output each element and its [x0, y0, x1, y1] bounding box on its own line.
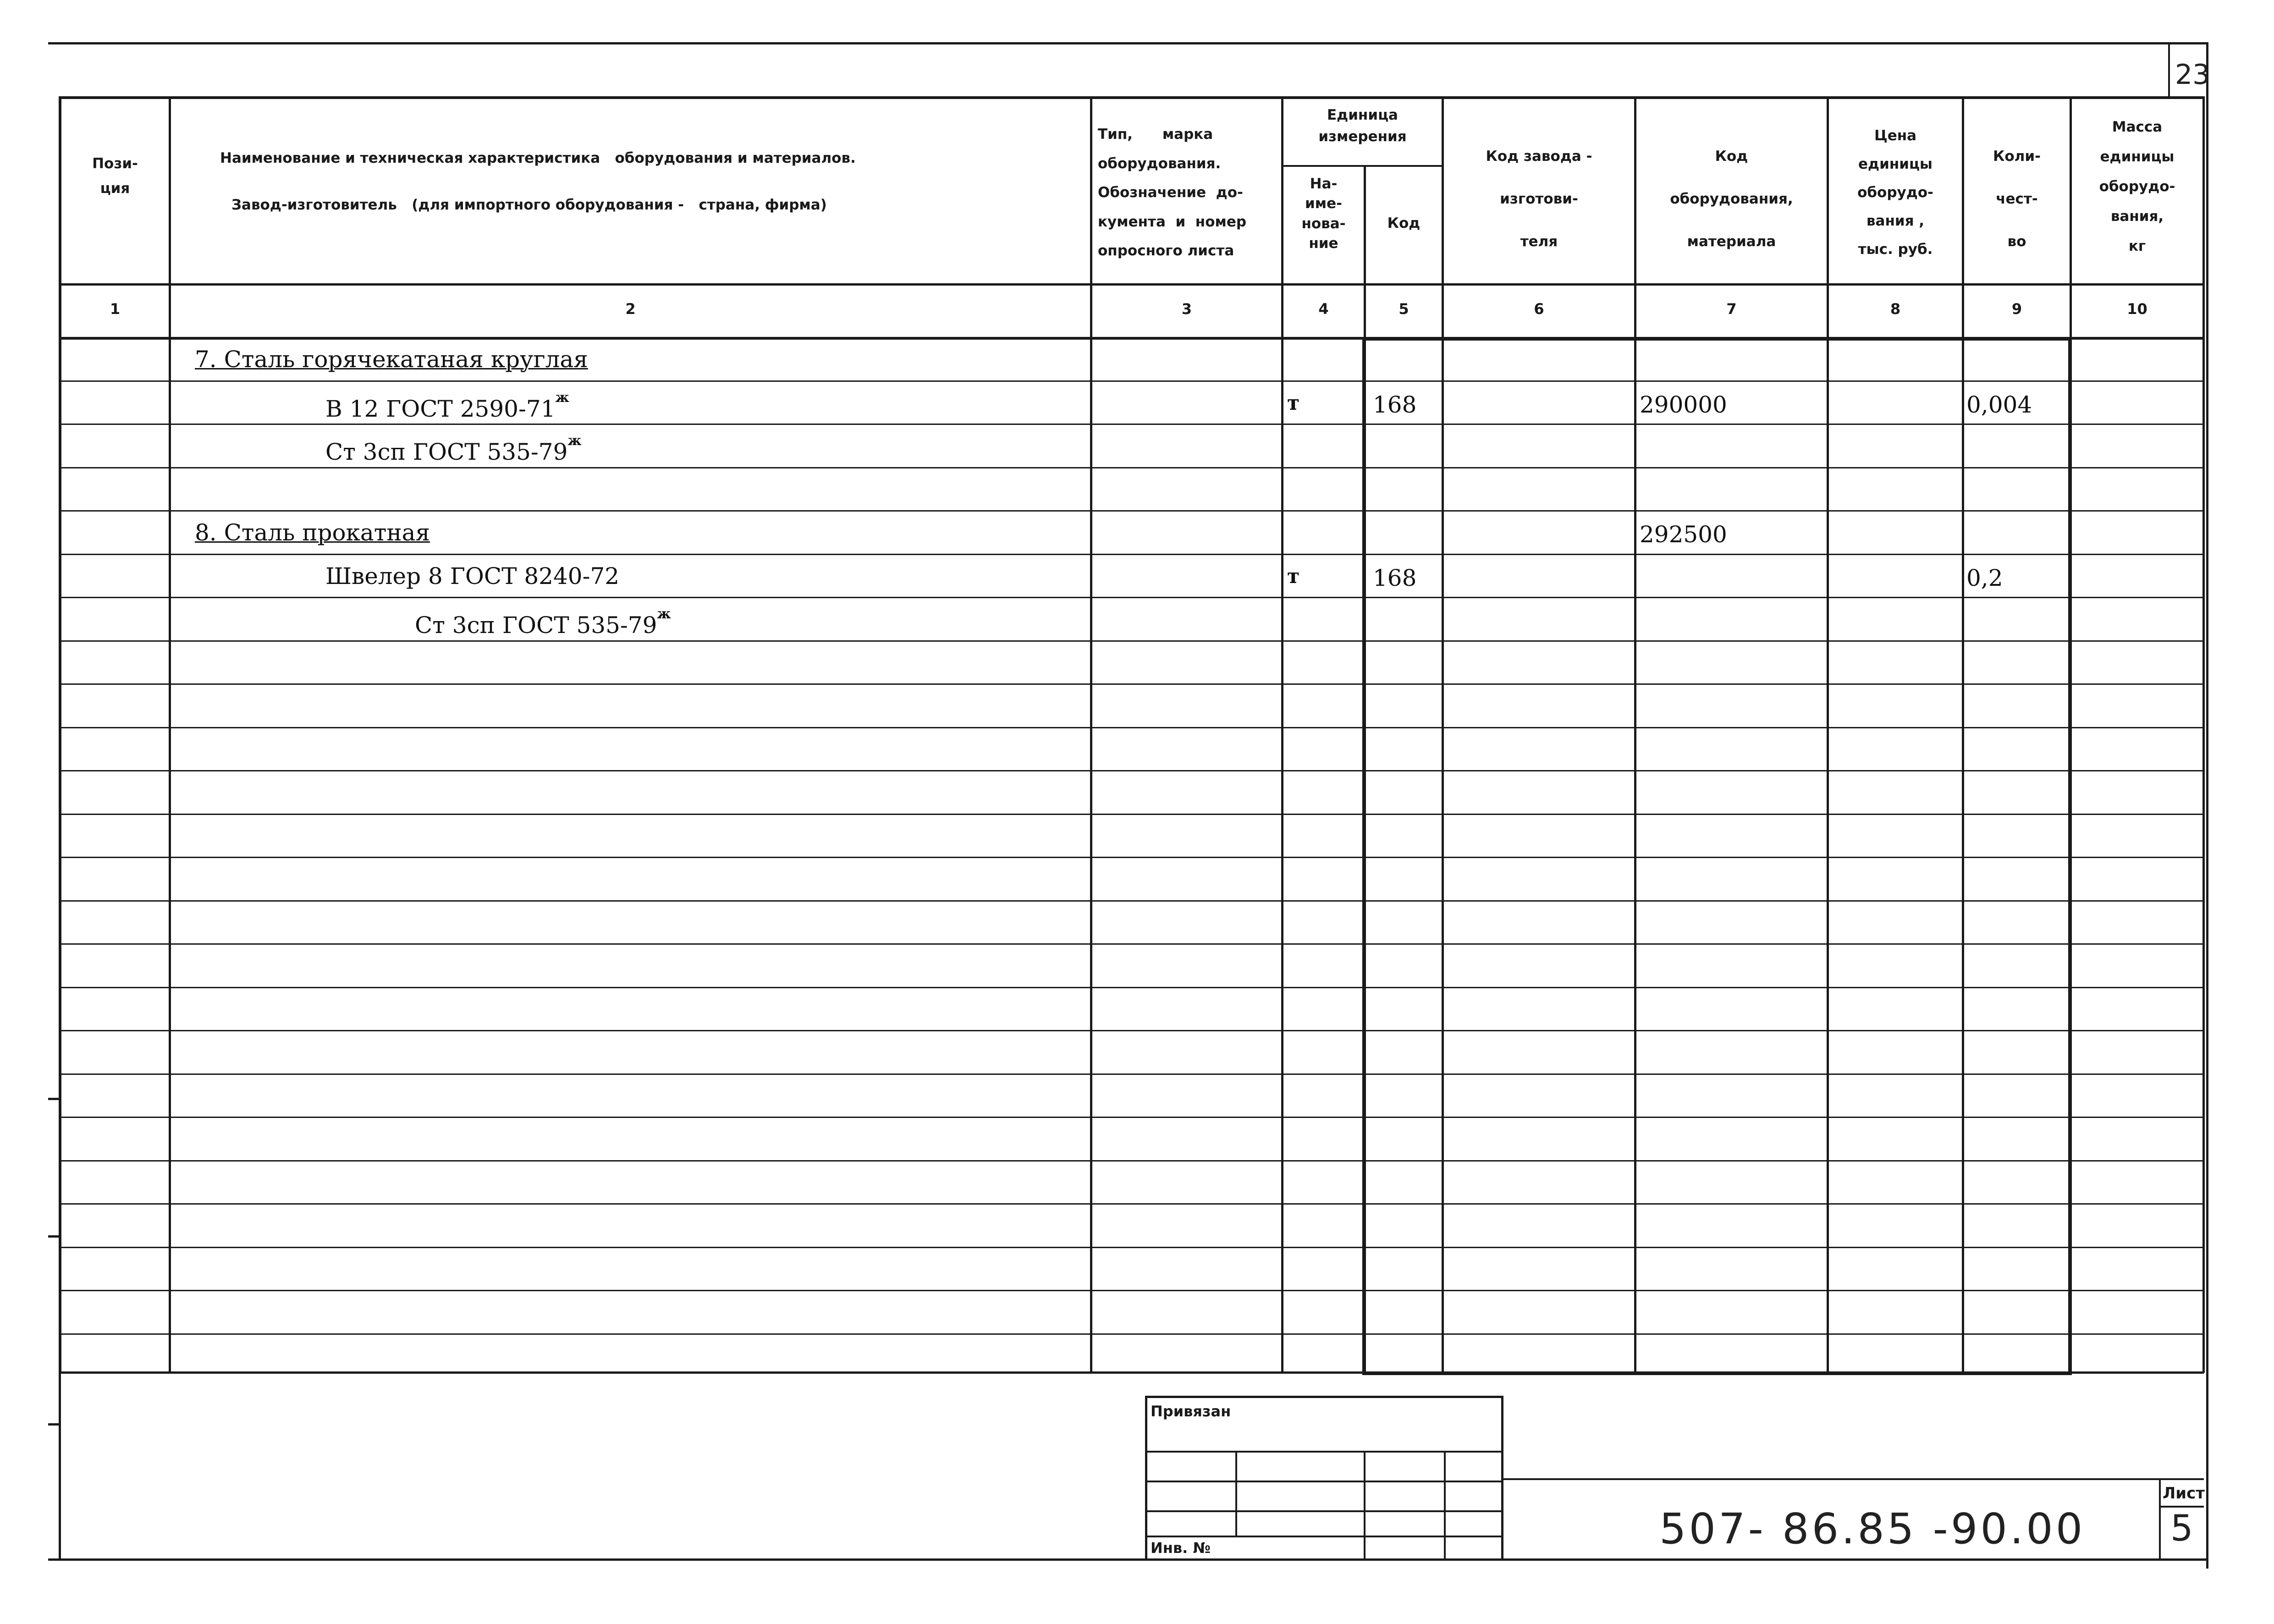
col-number-8: 8 [1890, 300, 1901, 318]
col-number-4: 4 [1318, 300, 1329, 318]
header-unit-code: Код [1387, 215, 1421, 231]
row-divider [59, 770, 2204, 771]
header-name-line1: Наименование и техническая характеристика оборудования и материалов. [220, 150, 856, 166]
header-name-line2: Завод-изготовитель (для импортного оборудования - страна, фирма) [231, 197, 827, 213]
sheet-label: Лист [2163, 1484, 2205, 1503]
col-number-3: 3 [1181, 300, 1192, 318]
row-material-code: 290000 [1640, 391, 1727, 418]
document-number: 507- 86.85 -90.00 [1659, 1504, 2086, 1553]
header-quantity: Коли- чест- во [1993, 148, 2041, 250]
row-name: Ст 3сп ГОСТ $535-79^ж$ [415, 606, 671, 639]
header-unit-group: Единица измерения [1318, 107, 1407, 145]
row-divider [59, 1290, 2204, 1291]
row-name: 7. Сталь горячекатаная круглая [195, 346, 588, 373]
row-divider [59, 857, 2204, 858]
inv-label: Инв. № [1151, 1539, 1211, 1557]
header-type: Тип, марка оборудования. Обозначение до- кумента и номер опросного листа [1098, 126, 1247, 259]
row-divider [59, 987, 2204, 988]
row-unit: т [1287, 565, 1300, 588]
row-divider [59, 1030, 2204, 1031]
col-number-9: 9 [2011, 300, 2022, 318]
row-divider [59, 814, 2204, 815]
row-divider [59, 467, 2204, 468]
row-divider [59, 1160, 2204, 1162]
row-divider [59, 380, 2204, 382]
row-quantity: 0,2 [1966, 565, 2003, 591]
col-number-2: 2 [625, 300, 636, 318]
col-number-10: 10 [2127, 300, 2147, 318]
row-divider [59, 510, 2204, 512]
col-number-6: 6 [1534, 300, 1544, 318]
row-divider [59, 640, 2204, 642]
row-divider [59, 943, 2204, 945]
bound-label: Привязан [1151, 1403, 1231, 1420]
row-divider [59, 1247, 2204, 1248]
row-name: В 12 ГОСТ $2590-71^ж$ [325, 390, 569, 422]
row-divider [59, 597, 2204, 598]
header-factory-code: Код завода - изготови- теля [1486, 148, 1592, 250]
header-mass: Масса единицы оборудо- вания, кг [2099, 119, 2175, 255]
row-divider [59, 683, 2204, 685]
col-number-1: 1 [110, 300, 121, 318]
row-name: 8. Сталь прокатная [195, 519, 430, 546]
row-divider [59, 1117, 2204, 1118]
row-quantity: 0,004 [1966, 391, 2032, 418]
row-name: Швелер 8 ГОСТ 8240-72 [325, 563, 620, 589]
header-price: Цена единицы оборудо- вания , тыс. руб. [1857, 127, 1933, 258]
col-number-7: 7 [1726, 300, 1737, 318]
row-name: Ст 3сп ГОСТ $535-79^ж$ [325, 433, 582, 465]
row-divider [59, 1203, 2204, 1205]
header-position: Пози- ция [92, 155, 138, 197]
row-divider [59, 1333, 2204, 1335]
header-material-code: Код оборудования, материала [1670, 148, 1793, 250]
row-divider [59, 554, 2204, 555]
row-divider [59, 1073, 2204, 1075]
header-unit-name: На- име- нова- ние [1301, 176, 1346, 252]
col-number-5: 5 [1399, 300, 1409, 318]
sheet-number: 5 [2170, 1508, 2193, 1549]
row-unit-code: 168 [1373, 565, 1417, 591]
page-number-top: 23 [2175, 59, 2210, 91]
row-divider [59, 727, 2204, 728]
row-unit-code: 168 [1373, 391, 1417, 418]
row-material-code: 292500 [1640, 521, 1727, 548]
row-unit: т [1287, 391, 1300, 415]
row-divider [59, 900, 2204, 902]
row-divider [59, 424, 2204, 425]
